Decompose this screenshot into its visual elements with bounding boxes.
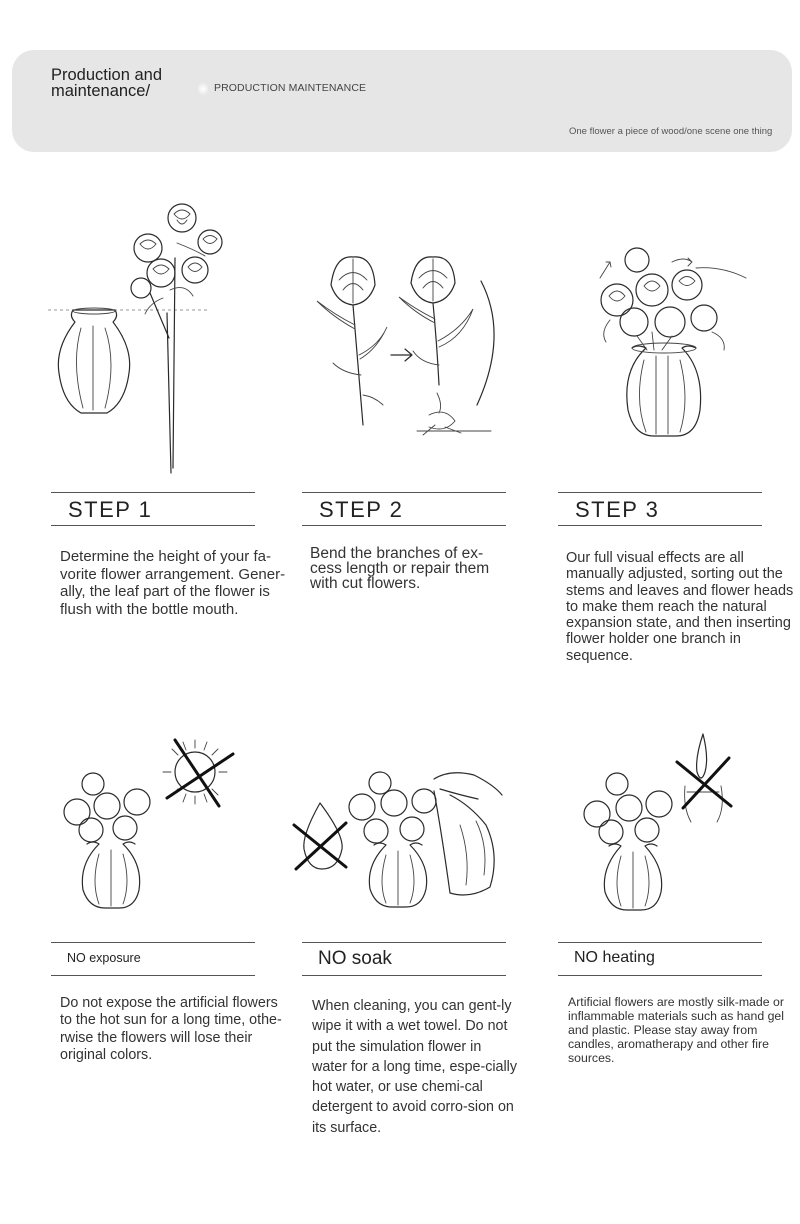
step3-label: STEP 3 xyxy=(575,497,660,522)
step1-description: Determine the height of your fa-vorite flower arrangement. Gener-ally, the leaf part of the flower is flush with the bottle mouth. xyxy=(60,548,286,618)
no-soak-description: When cleaning, you can gent-ly wipe it with a wet towel. Do not put the simulation flower in water for a long time, espe-cially hot water, or use chemi-cal detergent to avoid corro-sion on its surface. xyxy=(312,998,518,1136)
step3-header xyxy=(558,492,762,526)
no-exposure-header xyxy=(51,942,255,976)
step1-label: STEP 1 xyxy=(68,497,153,522)
no-exposure-description: Do not expose the artificial flowers to the hot sun for a long time, othe-rwise the flowers will lose their original colors. xyxy=(60,995,282,1063)
step1-illustration xyxy=(45,198,225,480)
header-banner xyxy=(12,50,792,152)
no-exposure-illustration xyxy=(55,732,245,912)
no-heating-description: Artificial flowers are mostly silk-made or inflammable materials such as hand gel and plastic. Please stay away from candles, aromatherapy and other fire sources. xyxy=(568,995,784,1066)
page-subtitle: PRODUCTION MAINTENANCE xyxy=(214,82,367,94)
no-heating-illustration xyxy=(575,728,745,913)
no-heating-header xyxy=(558,942,762,976)
no-soak-header xyxy=(302,942,506,976)
no-exposure-label: NO exposure xyxy=(67,951,141,965)
step1-header xyxy=(51,492,255,526)
tagline: One flower a piece of wood/one scene one thing xyxy=(569,126,773,137)
decorative-dot xyxy=(198,82,208,96)
step3-description: Our full visual effects are all manually adjusted, sorting out the stems and leaves and flower heads to make them reach the natural expansion state, and then inserting flower holder one branch in sequence. xyxy=(566,550,794,664)
step2-illustration xyxy=(305,245,505,445)
no-heating-label: NO heating xyxy=(574,949,655,966)
no-soak-illustration xyxy=(290,765,505,915)
step3-illustration xyxy=(592,240,752,440)
page-title: Production and maintenance/ xyxy=(51,66,162,100)
step2-header xyxy=(302,492,506,526)
no-soak-label: NO soak xyxy=(318,948,392,969)
step2-label: STEP 2 xyxy=(319,497,404,522)
step2-description: Bend the branches of ex-cess length or repair them with cut flowers. xyxy=(310,545,490,592)
